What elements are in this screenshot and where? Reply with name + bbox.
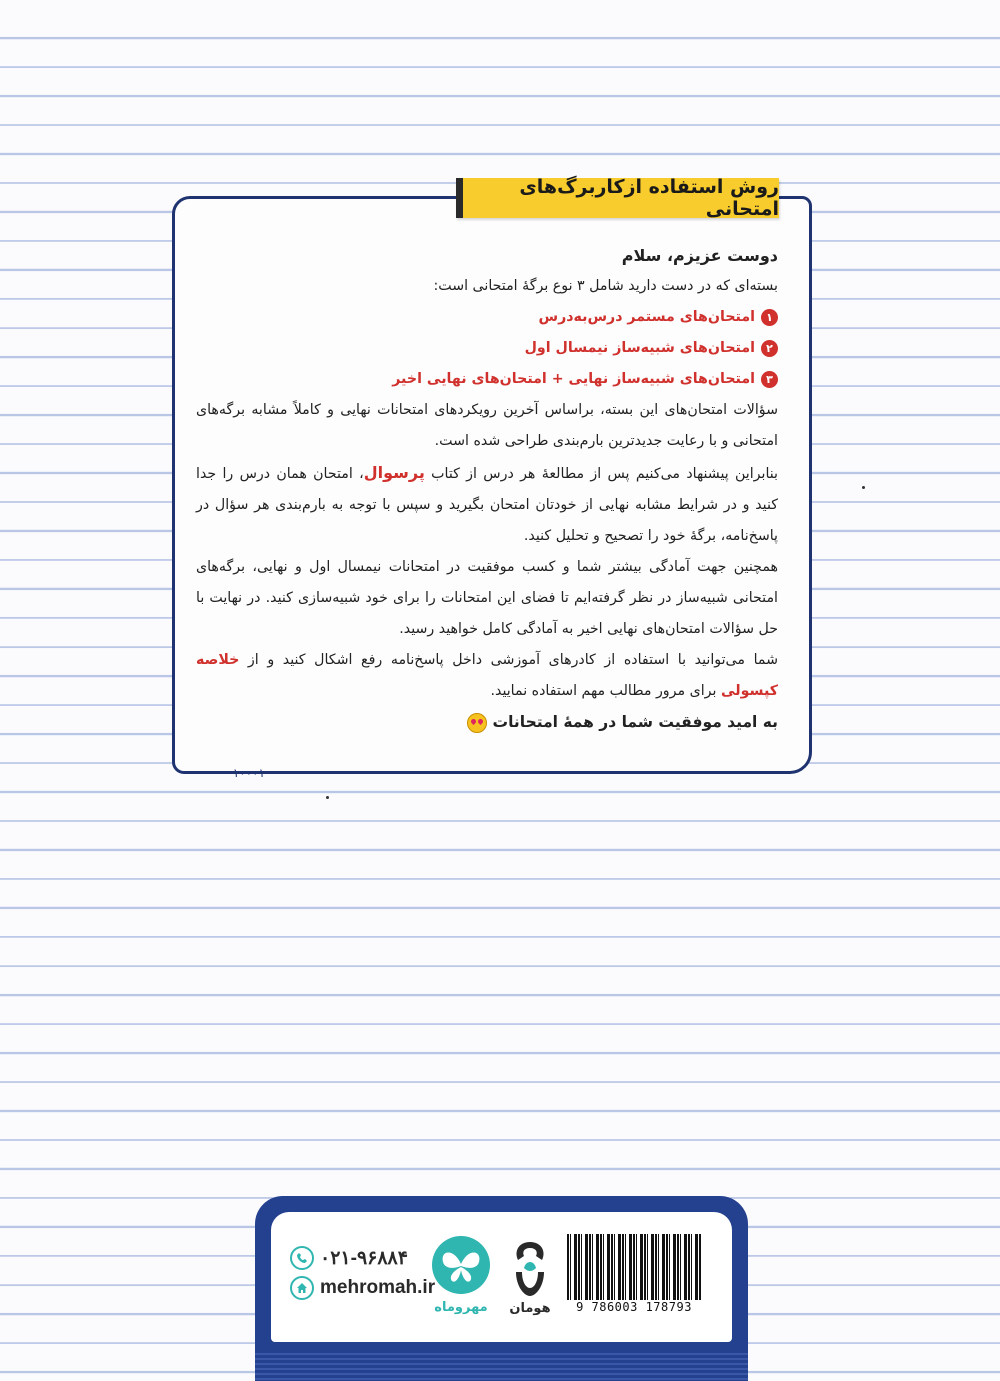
paragraph-suggestion (196, 457, 778, 552)
exam-type-3 (196, 364, 778, 395)
publisher-houman-label: هومان (509, 1301, 551, 1316)
capsule-summary-highlight: خلاصه کپسولی (196, 652, 778, 699)
brand-name: پرسوال (363, 463, 425, 482)
exam-type-3-label: امتحان‌های شبیه‌ساز نهایی + امتحان‌های نهایی اخیر (392, 371, 755, 387)
website-contact (290, 1276, 435, 1300)
number-1-badge: ۱ (761, 309, 778, 326)
footer-strip (255, 1350, 748, 1381)
home-icon (290, 1276, 314, 1300)
paragraph-simulation: همچنین جهت آمادگی بیشتر شما و کسب موفقیت در امتحانات نیمسال اول و نهایی، برگه‌های امتحانی شبیه‌ساز در نظر گرفته‌ایم تا فضای این امتحانات را برای خود شبیه‌سازی کنید. در نهایت با حل سؤالات امتحان‌های نهایی اخیر به آمادگی کامل خواهید رسید. (196, 559, 778, 637)
paragraph-suggestion-end: ، امتحان همان درس را جدا کنید و در شرایط مشابه نهایی از خودتان امتحان بگیرید و سپس با توجه به بارم‌بندی هر سؤال در پاسخ‌نامه، برگهٔ خود را تصحیح و تحلیل کنید. (196, 466, 778, 544)
number-3-badge: ۳ (761, 371, 778, 388)
website-url: mehromah.ir (320, 1277, 436, 1298)
number-2-badge: ۲ (761, 340, 778, 357)
greeting: دوست عزیزم، سلام (621, 246, 778, 265)
section-title: روش استفاده ازکاربرگ‌های امتحانی (456, 178, 779, 218)
ink-dot (862, 486, 865, 489)
exam-type-1 (196, 302, 778, 333)
intro-lead: بسته‌ای که در دست دارید شامل ۳ نوع برگهٔ امتحانی است: (433, 278, 778, 294)
instruction-content (196, 240, 778, 738)
paragraph-answer-key (196, 645, 778, 707)
phone-icon (290, 1246, 314, 1270)
heart-eyes-emoji-icon (467, 713, 487, 733)
phone-number: ۰۲۱-۹۶۸۸۴ (320, 1247, 408, 1269)
paragraph-answer-key-start: شما می‌توانید با استفاده از کادرهای آموزشی داخل پاسخ‌نامه رفع اشکال کنید و از (239, 652, 778, 668)
mehromah-butterfly-logo-icon (430, 1234, 492, 1296)
exam-type-2 (196, 333, 778, 364)
exam-type-1-label: امتحان‌های مستمر درس‌به‌درس (538, 309, 755, 325)
closing-line (196, 707, 778, 738)
publisher-mehromah-label: مهروماه (434, 1300, 488, 1315)
paragraph-design: سؤالات امتحان‌های این بسته، براساس آخرین رویکردهای امتحانات نهایی و کاملاً مشابه برگه‌های امتحانی و با رعایت جدیدترین بارم‌بندی طراحی شده است. (196, 402, 778, 449)
exam-type-2-label: امتحان‌های شبیه‌ساز نیمسال اول (524, 340, 755, 356)
paragraph-suggestion-start: بنابراین پیشنهاد می‌کنیم پس از مطالعهٔ هر درس از کتاب (424, 466, 779, 482)
closing-text: به امید موفقیت شما در همهٔ امتحانات (492, 713, 778, 731)
barcode-icon (567, 1234, 701, 1300)
paragraph-answer-key-end: برای مرور مطالب مهم استفاده نمایید. (490, 683, 721, 699)
phone-contact (290, 1246, 408, 1270)
houman-logo-icon (508, 1238, 552, 1300)
page-mark: ۱۰۰۰۱ (232, 766, 265, 780)
ink-dot (326, 796, 329, 799)
isbn-number: 9 786003 178793 (576, 1300, 692, 1314)
